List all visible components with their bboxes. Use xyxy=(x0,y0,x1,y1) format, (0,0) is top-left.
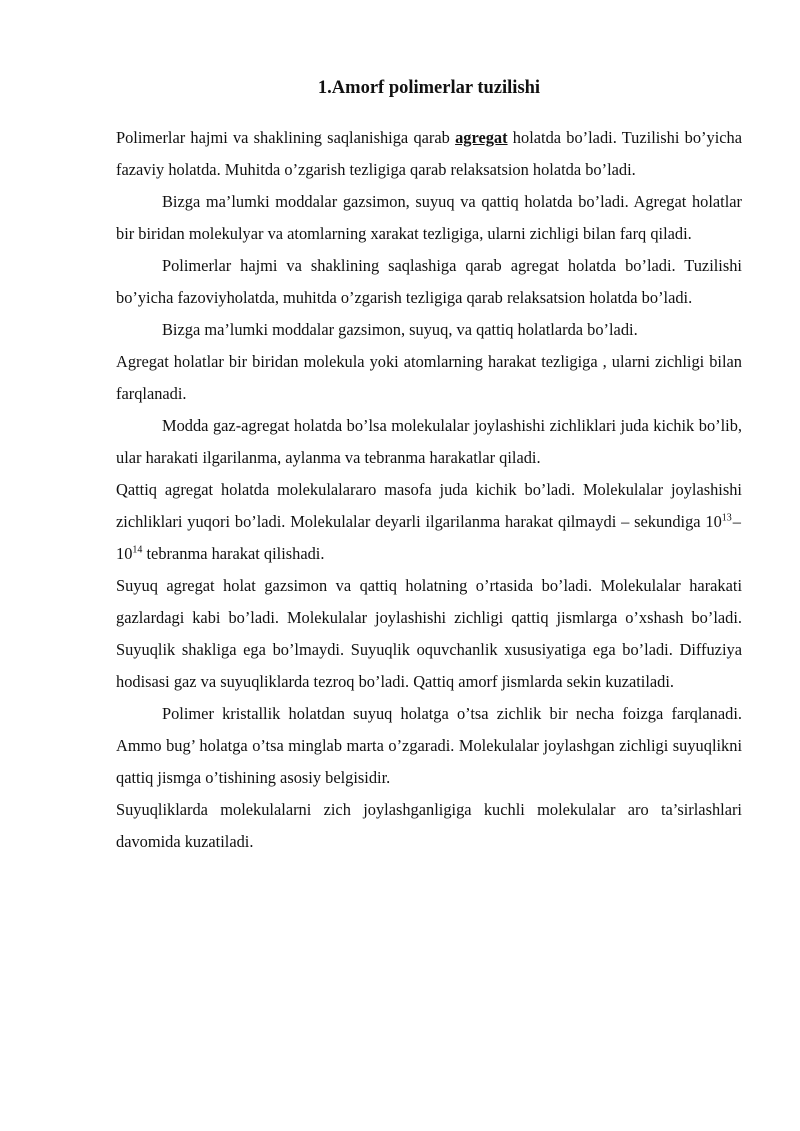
document-page xyxy=(116,74,742,858)
exponent-2: 14 xyxy=(132,544,143,556)
paragraph-1-text-end: holatda bo’ladi. Tuzilishi bo’yicha fazaviy holatda. Muhitda o’zgarish tezligiga qarab relaksatsion holatda bo’ladi. xyxy=(116,128,742,179)
paragraph-10: Suyuqliklarda molekulalarni zich joylashganligiga kuchli molekulalar aro ta’sirlashlari davomida kuzatiladi. xyxy=(116,800,742,851)
paragraph-2: Bizga ma’lumki moddalar gazsimon, suyuq va qattiq holatda bo’ladi. Agregat holatlar bir biridan molekulyar va atomlarning xarakat tezligiga, ularni zichligi bilan farq qiladi. xyxy=(116,192,742,243)
paragraph-5: Agregat holatlar bir biridan molekula yoki atomlarning harakat tezligiga , ularni zichligi bilan farqlanadi. xyxy=(116,352,742,403)
paragraph-3: Polimerlar hajmi va shaklining saqlashiga qarab agregat holatda bo’ladi. Tuzilishi bo’yicha fazoviyholatda, muhitda o’zgarish tezligiga qarab relaksatsion holatda bo’ladi. xyxy=(116,256,742,307)
paragraph-9: Polimer kristallik holatdan suyuq holatga o’tsa zichlik bir necha foizga farqlanadi. Ammo bug’ holatga o’tsa minglab marta o’zgaradi. Molekulalar joylashgan zichligi suyuqlikni qattiq jismga o’tishining asosiy belgisidir. xyxy=(116,704,742,787)
paragraph-1-text-start: Polimerlar hajmi va shaklining saqlanishiga qarab xyxy=(116,128,456,147)
paragraph-1 xyxy=(116,122,742,186)
range-dash: – xyxy=(732,512,741,531)
exponent-1: 13 xyxy=(721,512,732,524)
power-base-2: 10 xyxy=(116,544,133,563)
power-base-1: 10 xyxy=(705,512,722,531)
paragraph-8: Suyuq agregat holat gazsimon va qattiq holatning o’rtasida bo’ladi. Molekulalar harakati gazlardagi kabi bo’ladi. Molekulalar joylashishi zichligi qattiq jismlarga o’xshash bo’ladi. Suyuqlik shakliga ega bo’lmaydi. Suyuqlik oquvchanlik xususiyatiga ega bo’ladi. Diffuziya hodisasi gaz va suyuqliklarda tezroq bo’ladi. Qattiq amorf jismlarda sekin kuzatiladi. xyxy=(116,576,742,691)
paragraph-6: Modda gaz-agregat holatda bo’lsa molekulalar joylashishi zichliklari juda kichik bo’lib, ular harakati ilgarilanma, aylanma va tebranma harakatlar qiladi. xyxy=(116,416,742,467)
paragraph-7-text-start: Qattiq agregat holatda molekulalararo masofa juda kichik bo’ladi. Molekulalar joylashishi zichliklari yuqori bo’ladi. Molekulalar deyarli ilgarilanma harakat qilmaydi – sekundiga xyxy=(116,480,742,531)
paragraph-7 xyxy=(116,474,742,570)
keyword-agregat: agregat xyxy=(455,128,508,147)
page-title: 1.Amorf polimerlar tuzilishi xyxy=(317,78,541,98)
paragraph-7-text-end: tebranma harakat qilishadi. xyxy=(142,544,325,563)
paragraph-4: Bizga ma’lumki moddalar gazsimon, suyuq, va qattiq holatlarda bo’ladi. xyxy=(162,320,638,339)
